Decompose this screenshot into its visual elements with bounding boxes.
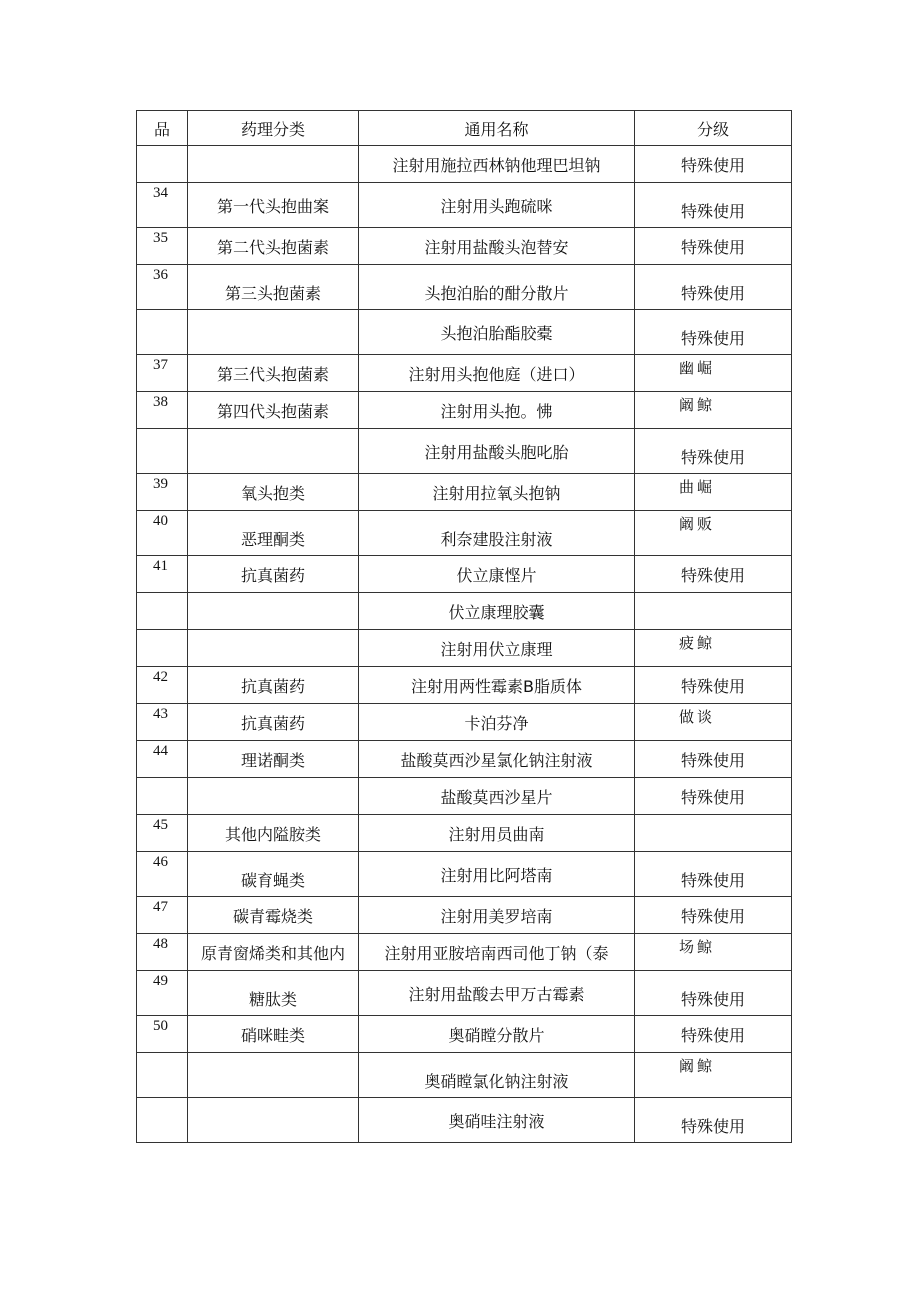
table-row <box>137 1016 792 1053</box>
row-drug-name: 注射用盐酸去甲万古霉素 <box>359 971 635 1016</box>
table-row <box>137 310 792 355</box>
row-drug-name: 注射用伏立康理 <box>359 630 635 667</box>
row-drug-name: 头抱泊胎的酣分散片 <box>359 265 635 310</box>
table-row <box>137 897 792 934</box>
row-category <box>188 1053 359 1098</box>
row-level: 特殊使用 <box>635 1098 792 1143</box>
row-category: 第四代头抱菌素 <box>188 392 359 429</box>
row-number: 38 <box>137 392 188 429</box>
row-level: 特殊使用 <box>635 667 792 704</box>
row-level: 特殊使用 <box>635 778 792 815</box>
header-level: 分级 <box>635 111 792 146</box>
row-drug-name: 伏立康理胶囊 <box>359 593 635 630</box>
row-category: 碳育蝇类 <box>188 852 359 897</box>
row-category: 第二代头抱菌素 <box>188 228 359 265</box>
row-drug-name: 注射用施拉西林钠他理巴坦钠 <box>359 146 635 183</box>
row-number: 39 <box>137 474 188 511</box>
row-drug-name: 利奈建股注射液 <box>359 511 635 556</box>
row-category: 硝咪畦类 <box>188 1016 359 1053</box>
row-level: 阚鲸 <box>635 1053 792 1098</box>
row-number: 46 <box>137 852 188 897</box>
row-number <box>137 1053 188 1098</box>
table-row <box>137 474 792 511</box>
row-number: 40 <box>137 511 188 556</box>
table-row <box>137 265 792 310</box>
row-level: 阚贩 <box>635 511 792 556</box>
row-number: 37 <box>137 355 188 392</box>
table-row <box>137 593 792 630</box>
row-drug-name: 注射用员曲南 <box>359 815 635 852</box>
row-level: 阚鲸 <box>635 392 792 429</box>
row-level: 疲鲸 <box>635 630 792 667</box>
table-row <box>137 934 792 971</box>
row-number <box>137 630 188 667</box>
row-drug-name: 伏立康悭片 <box>359 556 635 593</box>
row-number <box>137 146 188 183</box>
header-name: 通用名称 <box>359 111 635 146</box>
row-category: 第三代头抱菌素 <box>188 355 359 392</box>
row-drug-name: 注射用头抱他庭（进口） <box>359 355 635 392</box>
row-drug-name: 注射用美罗培南 <box>359 897 635 934</box>
table-row <box>137 511 792 556</box>
table-row <box>137 556 792 593</box>
row-number <box>137 778 188 815</box>
row-category: 碳青霉烧类 <box>188 897 359 934</box>
table-row <box>137 146 792 183</box>
row-category <box>188 146 359 183</box>
row-level: 特殊使用 <box>635 741 792 778</box>
row-category: 第一代头抱曲案 <box>188 183 359 228</box>
row-number: 44 <box>137 741 188 778</box>
row-category: 其他内隘胺类 <box>188 815 359 852</box>
row-level: 特殊使用 <box>635 1016 792 1053</box>
row-number: 47 <box>137 897 188 934</box>
row-category <box>188 429 359 474</box>
row-drug-name: 卡泊芬净 <box>359 704 635 741</box>
row-level <box>635 815 792 852</box>
table-row <box>137 355 792 392</box>
row-category: 糖肽类 <box>188 971 359 1016</box>
row-category: 理诺酮类 <box>188 741 359 778</box>
header-category: 药理分类 <box>188 111 359 146</box>
row-category: 氧头抱类 <box>188 474 359 511</box>
table-row <box>137 630 792 667</box>
row-category: 第三头抱菌素 <box>188 265 359 310</box>
row-level: 特殊使用 <box>635 183 792 228</box>
row-level: 特殊使用 <box>635 429 792 474</box>
row-drug-name: 盐酸莫西沙星片 <box>359 778 635 815</box>
row-category <box>188 310 359 355</box>
row-number <box>137 1098 188 1143</box>
row-category <box>188 593 359 630</box>
row-category: 抗真菌药 <box>188 667 359 704</box>
table-row <box>137 183 792 228</box>
table-header-row <box>137 111 792 146</box>
table-row <box>137 228 792 265</box>
row-drug-name: 奥硝瞠氯化钠注射液 <box>359 1053 635 1098</box>
row-drug-name: 盐酸莫西沙星氯化钠注射液 <box>359 741 635 778</box>
row-number: 36 <box>137 265 188 310</box>
table-row <box>137 815 792 852</box>
row-number: 45 <box>137 815 188 852</box>
table-row <box>137 741 792 778</box>
row-level: 曲崛 <box>635 474 792 511</box>
table-row <box>137 971 792 1016</box>
row-level: 特殊使用 <box>635 897 792 934</box>
row-number: 34 <box>137 183 188 228</box>
header-no: 品 <box>137 111 188 146</box>
row-number: 41 <box>137 556 188 593</box>
table-row <box>137 1098 792 1143</box>
table-row <box>137 778 792 815</box>
row-level: 做谈 <box>635 704 792 741</box>
row-level: 特殊使用 <box>635 556 792 593</box>
row-drug-name: 头抱泊胎酯胶橐 <box>359 310 635 355</box>
row-drug-name: 注射用两性霉素B脂质体 <box>359 667 635 704</box>
row-drug-name: 注射用盐酸头泡替安 <box>359 228 635 265</box>
row-category <box>188 1098 359 1143</box>
table-row <box>137 1053 792 1098</box>
row-number: 49 <box>137 971 188 1016</box>
table-row <box>137 852 792 897</box>
row-drug-name: 注射用头抱。怫 <box>359 392 635 429</box>
row-category: 恶理酮类 <box>188 511 359 556</box>
row-level: 特殊使用 <box>635 971 792 1016</box>
row-drug-name: 注射用拉氧头抱钠 <box>359 474 635 511</box>
row-category: 抗真菌药 <box>188 704 359 741</box>
row-number: 50 <box>137 1016 188 1053</box>
row-drug-name: 注射用亚胺培南西司他丁钠（泰 <box>359 934 635 971</box>
row-drug-name: 奥硝哇注射液 <box>359 1098 635 1143</box>
row-category: 抗真菌药 <box>188 556 359 593</box>
row-drug-name: 奥硝瞠分散片 <box>359 1016 635 1053</box>
row-number: 35 <box>137 228 188 265</box>
table-row <box>137 667 792 704</box>
row-drug-name: 注射用比阿塔南 <box>359 852 635 897</box>
row-number <box>137 593 188 630</box>
row-number: 42 <box>137 667 188 704</box>
row-level: 幽崛 <box>635 355 792 392</box>
row-level: 场鲸 <box>635 934 792 971</box>
row-level: 特殊使用 <box>635 310 792 355</box>
row-number <box>137 429 188 474</box>
row-category <box>188 630 359 667</box>
row-level: 特殊使用 <box>635 146 792 183</box>
drug-classification-table <box>136 110 792 1143</box>
row-level <box>635 593 792 630</box>
row-number: 48 <box>137 934 188 971</box>
row-category <box>188 778 359 815</box>
table-row <box>137 704 792 741</box>
row-category: 原青窗烯类和其他内 <box>188 934 359 971</box>
row-level: 特殊使用 <box>635 228 792 265</box>
row-number: 43 <box>137 704 188 741</box>
row-drug-name: 注射用盐酸头胞叱胎 <box>359 429 635 474</box>
row-level: 特殊使用 <box>635 852 792 897</box>
table-row <box>137 392 792 429</box>
row-level: 特殊使用 <box>635 265 792 310</box>
row-drug-name: 注射用头跑硫咪 <box>359 183 635 228</box>
row-number <box>137 310 188 355</box>
table-row <box>137 429 792 474</box>
